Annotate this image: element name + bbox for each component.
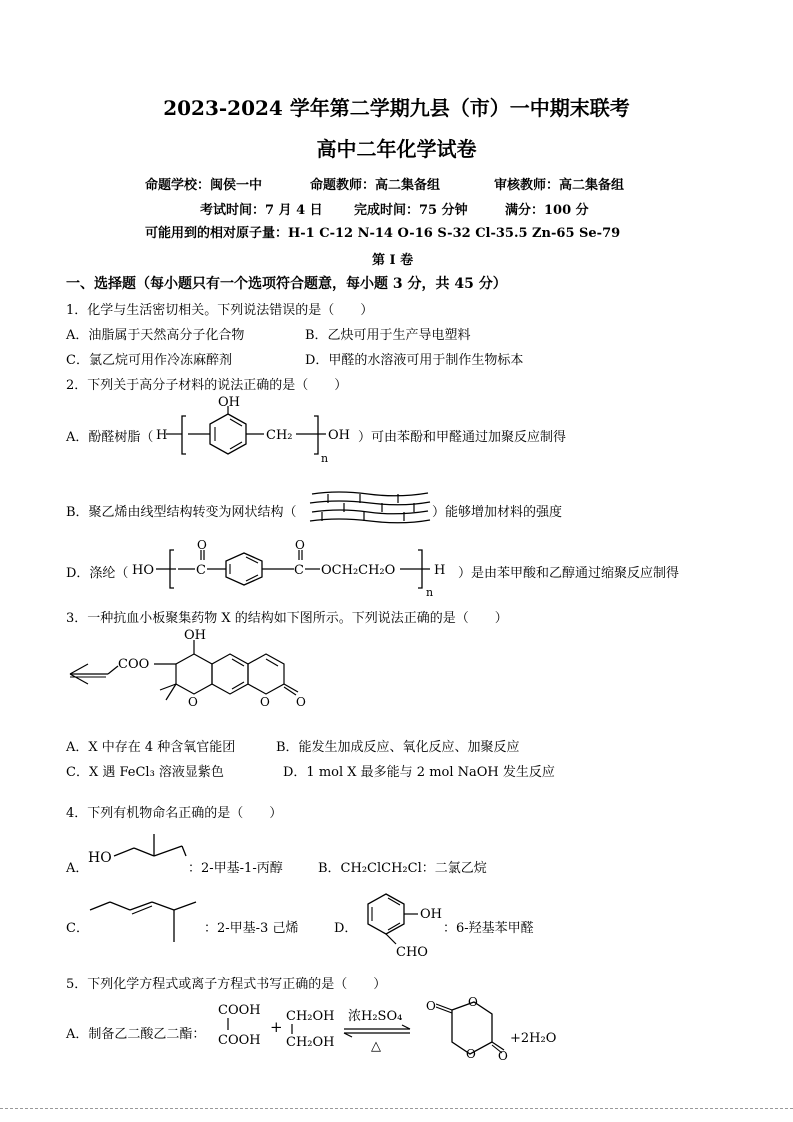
q4-option-c-label: C． <box>66 921 89 936</box>
q4d-structure <box>356 888 456 960</box>
ring-o-bottom: O <box>466 1047 476 1061</box>
ether-o: O <box>188 695 198 709</box>
carbonyl-o2: O <box>295 538 305 552</box>
esterification-equation <box>214 995 557 1063</box>
network-structure-image <box>308 488 432 528</box>
drug-x-structure <box>66 628 316 718</box>
q3-option-b: B．能发生加成反应、氧化反应、加聚反应 <box>276 740 520 755</box>
q4-option-a-name: ：2-甲基-1-丙醇 <box>188 861 283 876</box>
q1-option-b: B．乙炔可用于生产导电塑料 <box>305 328 471 343</box>
carbonyl-c: C <box>196 563 206 578</box>
part-label: 第 I 卷 <box>372 253 414 268</box>
q2-option-a-prefix: A．酚醛树脂（ <box>66 430 154 445</box>
exam-subtitle: 高中二年化学试卷 <box>316 137 477 161</box>
ch2oh-top: CH₂OH <box>286 1009 335 1024</box>
carbonyl-o-left: O <box>426 999 436 1013</box>
lactone-carbonyl-o: O <box>296 695 306 709</box>
exam-time: 考试时间：7 月 4 日 <box>200 203 323 218</box>
repeat-n: n <box>321 452 329 465</box>
ho-label: HO <box>88 850 112 866</box>
full-score: 满分：100 分 <box>505 203 589 218</box>
phenol-formaldehyde-structure <box>156 396 361 464</box>
carbonyl-c2: C <box>294 563 304 578</box>
q4-option-d-label: D． <box>334 921 358 936</box>
aldehyde-label: CHO <box>396 945 428 960</box>
lactone-o: O <box>260 695 270 709</box>
section-heading: 一、选择题（每小题只有一个选项符合题意，每小题 3 分，共 45 分） <box>66 276 507 292</box>
atomic-masses: 可能用到的相对原子量：H-1 C-12 N-14 O-16 S-32 Cl-35.5 Zn-65 Se-79 <box>145 226 621 241</box>
exam-duration: 完成时间：75 分钟 <box>354 203 468 218</box>
water-product: +2H₂O <box>510 1031 557 1046</box>
benzene-ring-icon <box>226 553 262 585</box>
carbonyl-o-right: O <box>498 1049 508 1063</box>
ch2oh-bottom: CH₂OH <box>286 1035 335 1050</box>
q3-option-a: A．X 中存在 4 种含氧官能团 <box>66 740 236 755</box>
exam-title: 2023-2024 学年第二学期九县（市）一中期末联考 <box>163 96 630 120</box>
q2-option-b-prefix: B．聚乙烯由线型结构转变为网状结构（ <box>66 505 297 520</box>
cooh-bottom: COOH <box>218 1033 261 1048</box>
q2-option-b-suffix: ）能够增加材料的强度 <box>432 505 563 520</box>
teacher-info: 命题教师：高二集备组 <box>310 178 441 193</box>
ester-group: COO <box>118 657 150 672</box>
plus-sign: + <box>270 1018 283 1036</box>
q5-option-a-label: A．制备乙二酸乙二酯： <box>66 1027 206 1042</box>
q4-option-a-label: A． <box>66 861 89 876</box>
q3-option-d: D．1 mol X 最多能与 2 mol NaOH 发生反应 <box>283 765 555 780</box>
q3-option-c: C．X 遇 FeCl₃ 溶液显紫色 <box>66 765 224 780</box>
q4-option-c-name: ：2-甲基-3 己烯 <box>204 921 299 936</box>
q4c-skeletal-structure <box>88 896 208 946</box>
heat-symbol: △ <box>371 1039 381 1054</box>
q1-option-a: A．油脂属于天然高分子化合物 <box>66 328 245 343</box>
oh-label: OH <box>218 395 240 410</box>
repeat-n: n <box>426 586 434 599</box>
ring-o-top: O <box>468 995 478 1009</box>
h-end: H <box>434 563 446 578</box>
q2-option-a-suffix: ）可由苯酚和甲醛通过加聚反应制得 <box>358 430 567 445</box>
q4-stem: 4．下列有机物命名正确的是（ ） <box>66 806 283 821</box>
reviewer-info: 审核教师：高二集备组 <box>494 178 625 193</box>
q1-stem: 1．化学与生活密切相关。下列说法错误的是（ ） <box>66 303 374 318</box>
oh-end-label: OH <box>328 428 350 443</box>
q3-stem: 3．一种抗血小板聚集药物 X 的结构如下图所示。下列说法正确的是（ ） <box>66 611 508 626</box>
q2-stem: 2．下列关于高分子材料的说法正确的是（ ） <box>66 378 348 393</box>
ch2-label: CH₂ <box>266 428 293 443</box>
q1-option-d: D．甲醛的水溶液可用于制作生物标本 <box>305 353 524 368</box>
oh-label: OH <box>420 907 442 922</box>
carbonyl-o: O <box>197 538 207 552</box>
q4-option-d-name: ：6-羟基苯甲醛 <box>443 921 534 936</box>
polyester-structure <box>130 540 460 598</box>
q4a-skeletal-structure <box>86 828 186 870</box>
hydroxyl-label: OH <box>184 628 206 643</box>
q4-option-b: B．CH₂ClCH₂Cl：二氯乙烷 <box>318 861 487 876</box>
school-info: 命题学校：闽侯一中 <box>145 178 263 193</box>
q1-option-c: C．氯乙烷可用作冷冻麻醉剂 <box>66 353 232 368</box>
cooh-top: COOH <box>218 1003 261 1018</box>
page-bottom-rule <box>0 1108 793 1109</box>
q2-option-d-suffix: ）是由苯甲酸和乙醇通过缩聚反应制得 <box>458 566 680 581</box>
glycol-unit: OCH₂CH₂O <box>321 563 396 578</box>
h-atom: H <box>156 428 168 443</box>
ho-label: HO <box>132 563 154 578</box>
catalyst-label: 浓H₂SO₄ <box>348 1009 403 1024</box>
q2-option-d-prefix: D．涤纶（ <box>66 566 129 581</box>
q5-stem: 5．下列化学方程式或离子方程式书写正确的是（ ） <box>66 977 387 992</box>
